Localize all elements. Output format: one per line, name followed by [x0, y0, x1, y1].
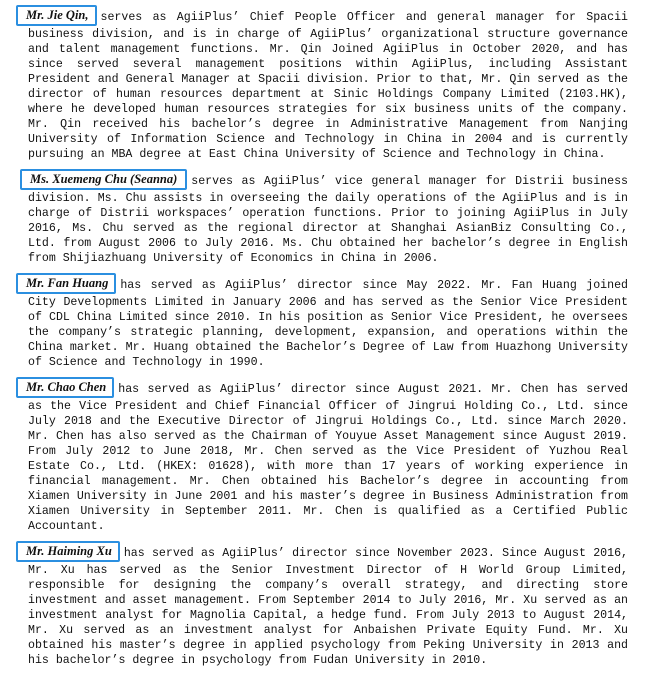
bio-paragraph-fan-huang [28, 274, 628, 370]
bio-text: has served as AgiiPlus’ director since May 2022. Mr. Fan Huang joined City Developments Limited in January 2006 and has served as the Senior Vice President of CDL China Limited since 2010. In his position as Senior Vice President, he oversees the company’s strategic planning, development, expansion, and operations within the China market. Mr. Huang obtained the Bachelor’s Degree of Law from Huazhong University of Science and Technology in 1990. [28, 279, 628, 369]
bio-paragraph-jie-qin [28, 6, 628, 162]
bio-paragraph-xuemeng-chu [28, 170, 628, 266]
bio-paragraph-haiming-xu [28, 542, 628, 668]
highlighted-name: Mr. Chao Chen [16, 377, 114, 398]
highlighted-name: Mr. Haiming Xu [16, 541, 120, 562]
bio-paragraph-chao-chen [28, 378, 628, 534]
bio-text: has served as AgiiPlus’ director since November 2023. Since August 2016, Mr. Xu has served as the Senior Investment Director of H World Group Limited, responsible for designing the company’s overall strategy, and directing store investment and asset management. From September 2014 to July 2016, Mr. Xu served as an investment analyst for Magnolia Capital, a hedge fund. From July 2013 to August 2014, Mr. Xu served as an investment analyst for Anbaishen Private Equity Fund. Mr. Xu obtained his master’s degree in applied psychology from Peking University in 2013 and his bachelor’s degree in psychology from Fudan University in 2010. [28, 547, 628, 667]
highlighted-name: Mr. Fan Huang [16, 273, 116, 294]
document-page [28, 6, 628, 668]
highlighted-name: Mr. Jie Qin, [16, 5, 97, 26]
highlighted-name: Ms. Xuemeng Chu (Seanna) [20, 169, 187, 190]
bio-text: serves as AgiiPlus’ vice general manager for Distrii business division. Ms. Chu assists in overseeing the daily operations of the AgiiPlus and is in charge of Distrii workspaces’ operation functions. Prior to joining AgiiPlus in July 2016, Ms. Chu served as the regional director at Shanghai AsianBiz Consulting Co., Ltd. from August 2006 to July 2016. Ms. Chu obtained her bachelor’s degree in English from Shijiazhuang University of Economics in China in 2006. [28, 175, 628, 265]
bio-text: serves as AgiiPlus’ Chief People Officer and general manager for Spacii business division, and is in charge of AgiiPlus’ organizational structure governance and talent management functions. Mr. Qin Joined AgiiPlus in October 2020, and has since served several management positions within AgiiPlus, including Assistant President and General Manager at Spacii division. Prior to that, Mr. Qin served as the director of human resources department at Sinic Holdings Company Limited (2103.HK), where he developed human resources strategies for six business units of the company. Mr. Qin received his bachelor’s degree in Administrative Management from Nanjing University of Information Science and Technology in China in 2004 and is currently pursuing an MBA degree at East China University of Science and Technology in China. [28, 11, 628, 161]
bio-text: has served as AgiiPlus’ director since August 2021. Mr. Chen has served as the Vice President and Chief Financial Officer of Jingrui Holding Co., Ltd. since July 2018 and the Executive Director of Jingrui Holdings Co., Ltd. since March 2020. Mr. Chen has also served as the Chairman of Youyue Asset Management since August 2019. From July 2012 to June 2018, Mr. Chen served as the Vice President of Yuzhou Real Estate Co., Ltd. (HKEX: 01628), with more than 17 years of working experience in financial management. Mr. Chen obtained his Bachelor’s degree in accounting from Xiamen University in June 2001 and his master’s degree in Business Administration from Xiamen University in September 2011. Mr. Chen is qualified as a Certified Public Accountant. [28, 383, 628, 533]
